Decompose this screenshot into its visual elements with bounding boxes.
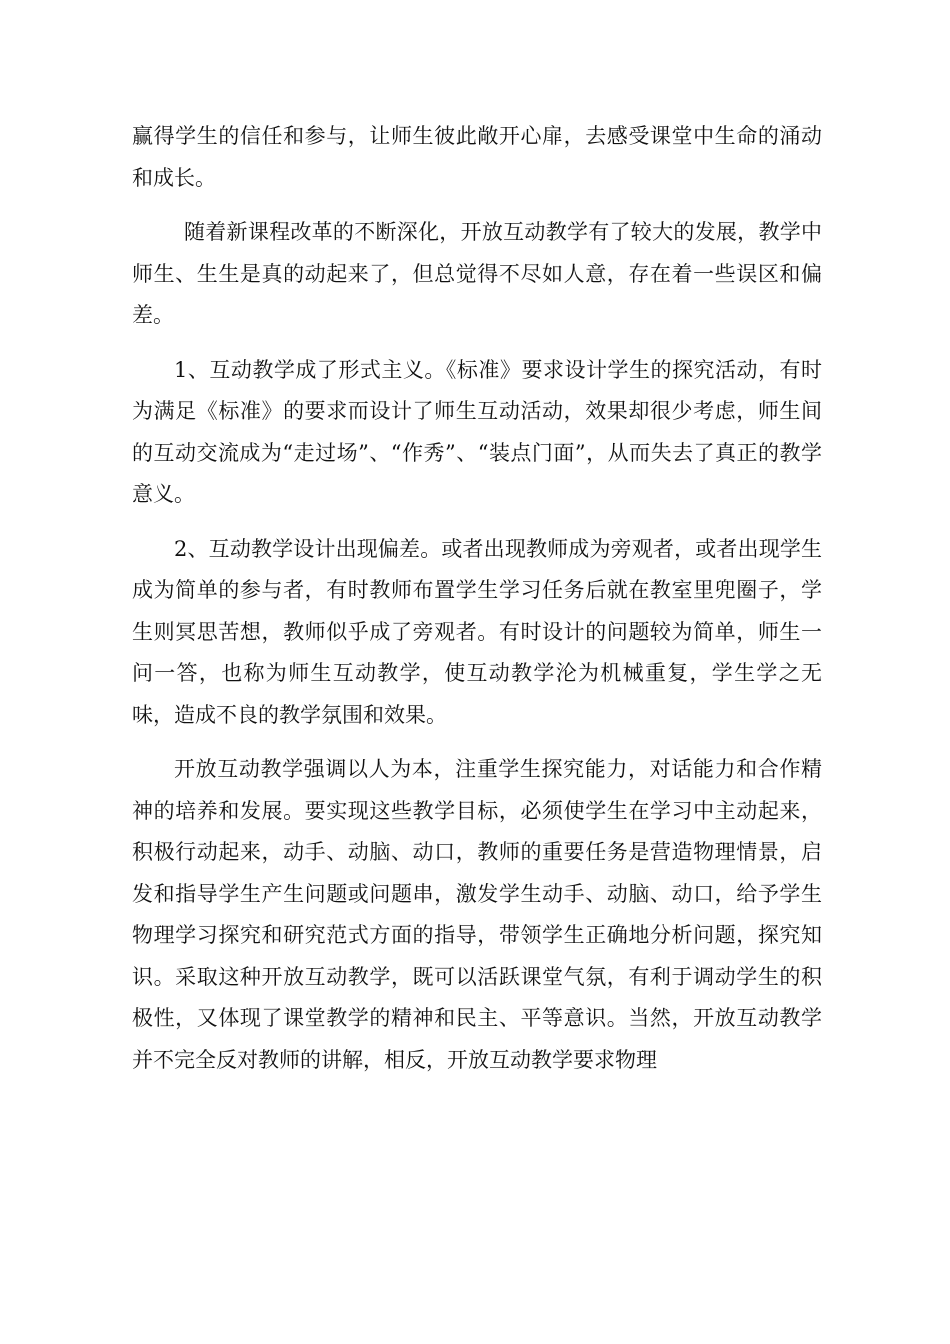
document-body [132, 116, 822, 1094]
paragraph-continued: 赢得学生的信任和参与，让师生彼此敞开心扉，去感受课堂中生命的涌动和成长。 [132, 124, 822, 190]
paragraph-point-1: 1、互动教学成了形式主义。《标准》要求设计学生的探究活动，有时为满足《标准》的要求而设计了师生互动活动，效果却很少考虑，师生间的互动交流成为“走过场”、“作秀”、“装点门面”，从而失去了真正的教学意义。 [132, 357, 822, 506]
paragraph-misconceptions-intro: 随着新课程改革的不断深化，开放互动教学有了较大的发展，教学中师生、生生是真的动起来了，但总觉得不尽如人意，存在着一些误区和偏差。 [132, 220, 822, 327]
paragraph-open-interactive-teaching: 开放互动教学强调以人为本，注重学生探究能力，对话能力和合作精神的培养和发展。要实现这些教学目标，必须使学生在学习中主动起来，积极行动起来，动手、动脑、动口，教师的重要任务是营造物理情景，启发和指导学生产生问题或问题串，激发学生动手、动脑、动口，给予学生物理学习探究和研究范式方面的指导，带领学生正确地分析问题，探究知识。采取这种开放互动教学，既可以活跃课堂气氛，有利于调动学生的积极性，又体现了课堂教学的精神和民主、平等意识。当然，开放互动教学并不完全反对教师的讲解，相反，开放互动教学要求物理 [132, 757, 822, 1072]
paragraph-point-2: 2、互动教学设计出现偏差。或者出现教师成为旁观者，或者出现学生成为简单的参与者，有时教师布置学生学习任务后就在教室里兜圈子，学生则冥思苦想，教师似乎成了旁观者。有时设计的问题较为简单，师生一问一答，也称为师生互动教学，使互动教学沦为机械重复，学生学之无味，造成不良的教学氛围和效果。 [132, 536, 822, 727]
